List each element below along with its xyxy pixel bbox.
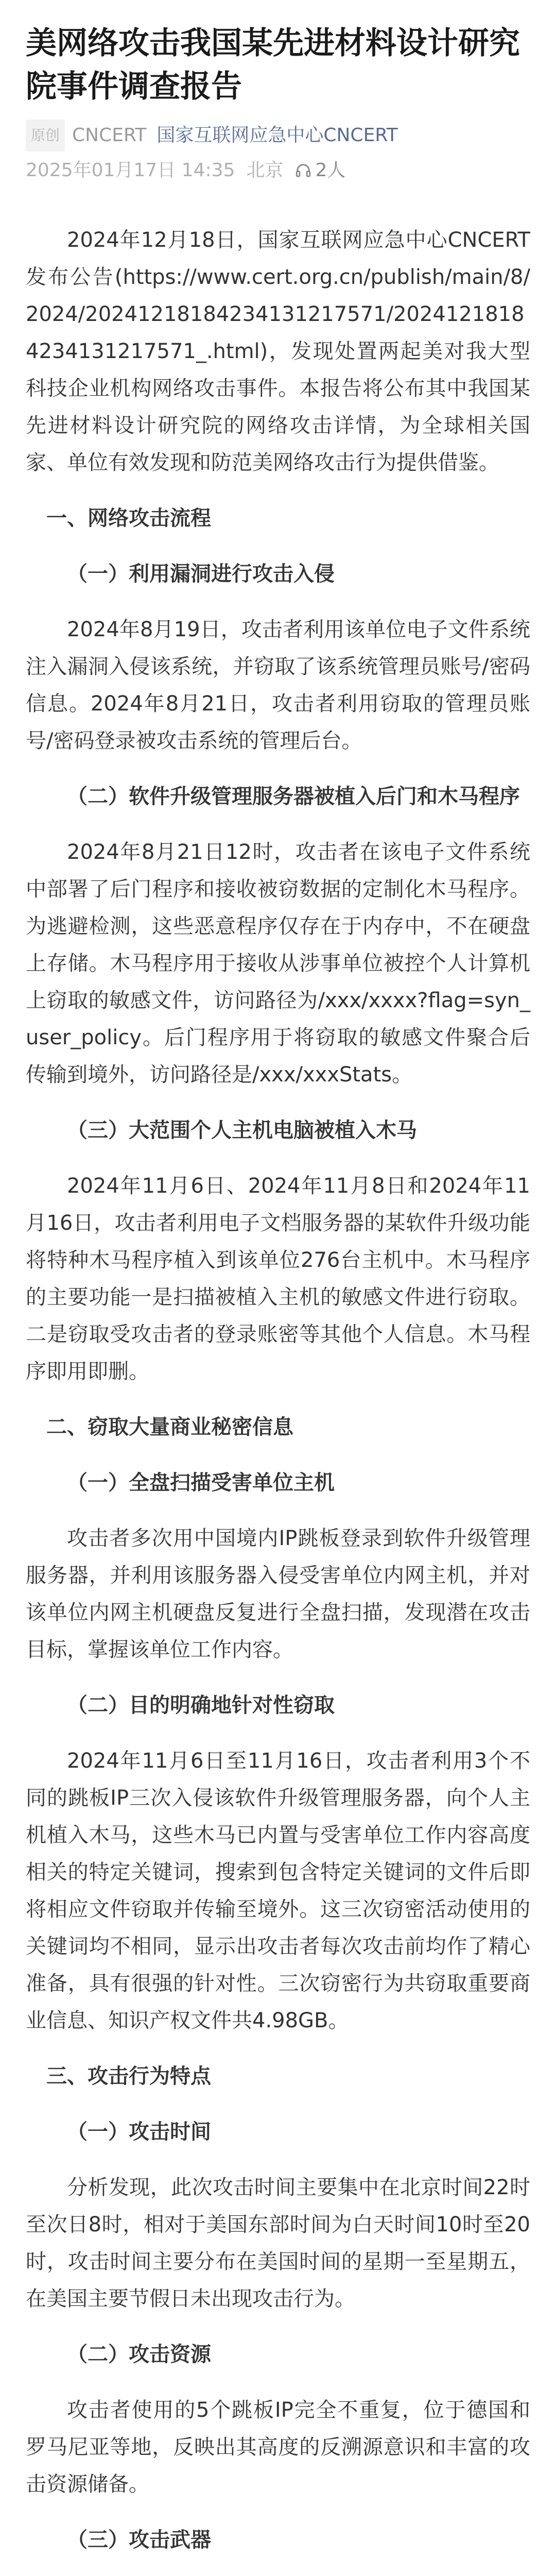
subsection-heading: （二）目的明确地针对性窃取 [67,1693,335,1717]
subsection-heading: （三）攻击武器 [67,2528,211,2552]
article-meta [26,120,530,151]
paragraph: 2024年11月6日、2024年11月8日和2024年11月16日，攻击者利用电子文档服务器的某软件升级功能将特种木马程序植入到该单位276台主机中。木马程序的主要功能一是扫描被植入主机的敏感文件进行窃取。二是窃取受攻击者的登录账密等其他个人信息。木马程序即用即删。 [26,1174,530,1383]
subsection-heading: （三）大范围个人主机电脑被植入木马 [67,1118,417,1142]
section-heading: 一、网络攻击流程 [46,506,211,530]
subsection-heading: （二）软件升级管理服务器被植入后门和木马程序 [67,785,520,808]
subsection-heading: （一）攻击时间 [67,2120,211,2144]
account-name-link[interactable]: 国家互联网应急中心CNCERT [157,125,398,146]
paragraph: 2024年8月19日，攻击者利用该单位电子文件系统注入漏洞入侵该系统，并窃取了该系统管理员账号/密码信息。2024年8月21日，攻击者利用窃取的管理员账号/密码登录被攻击系统的管理后台。 [26,618,530,753]
article-title: 美网络攻击我国某先进材料设计研究院事件调查报告 [26,25,520,105]
subsection-heading: （二）攻击资源 [67,2343,211,2366]
listener-count: 2人 [315,160,346,181]
section-heading: 三、攻击行为特点 [46,2064,211,2088]
paragraph: 2024年11月6日至11月16日，攻击者利用3个不同的跳板IP三次入侵该软件升级管理服务器，向个人主机植入木马，这些木马已内置与受害单位工作内容高度相关的特定关键词，搜索到包含特定关键词的文件后即将相应文件窃取并传输至境外。这三次窃密活动使用的关键词均不相同，显示出攻击者每次攻击前均作了精心准备，具有很强的针对性。三次窃密行为共窃取重要商业信息、知识产权文件共4.98GB。 [26,1749,530,2032]
listen-button[interactable] [294,156,357,185]
paragraph: 攻击者使用的5个跳板IP完全不重复，位于德国和罗马尼亚等地，反映出其高度的反溯源意识和丰富的攻击资源储备。 [26,2398,530,2496]
article-body [26,222,530,2576]
paragraph: 2024年8月21日12时，攻击者在该电子文件系统中部署了后门程序和接收被窃数据的定制化木马程序。为逃避检测，这些恶意程序仅存在于内存中，不在硬盘上存储。木马程序用于接收从涉事单位被控个人计算机上窃取的敏感文件，访问路径为/xxx/xxxx?flag=syn_user_policy。后门程序用于将窃取的敏感文件聚合后传输到境外，访问路径是/xxx/xxxStats。 [26,840,530,1087]
subsection-heading: （一）全盘扫描受害单位主机 [67,1471,335,1495]
publish-location: 北京 [246,160,284,181]
paragraph: 攻击者多次用中国境内IP跳板登录到软件升级管理服务器，并利用该服务器入侵受害单位内网主机，并对该单位内网主机硬盘反复进行全盘扫描，发现潜在攻击目标，掌握该单位工作内容。 [26,1527,530,1662]
article-container [0,22,556,2576]
paragraph: 分析发现，此次攻击时间主要集中在北京时间22时至次日8时，相对于美国东部时间为白天时间10时至20时，攻击时间主要分布在美国时间的星期一至星期五，在美国主要节假日未出现攻击行为。 [26,2176,530,2311]
section-heading: 二、窃取大量商业秘密信息 [46,1415,293,1439]
subsection-heading: （一）利用漏洞进行攻击入侵 [67,562,335,586]
headphones-icon [294,162,312,179]
article-meta-secondary [26,156,530,185]
article-source: CNCERT [72,125,147,146]
publish-datetime: 2025年01月17日 14:35 [26,160,235,181]
original-badge: 原创 [26,120,65,151]
intro-paragraph: 2024年12月18日，国家互联网应急中心CNCERT发布公告(https://www.cert.org.cn/publish/main/8/2024/20241218184234131217571/20241218184234131217571_.html)，发现处置两起美对我大型科技企业机构网络攻击事件。本报告将公布其中我国某先进材料设计研究院的网络攻击详情，为全球相关国家、单位有效发现和防范美网络攻击行为提供借鉴。 [26,228,530,474]
